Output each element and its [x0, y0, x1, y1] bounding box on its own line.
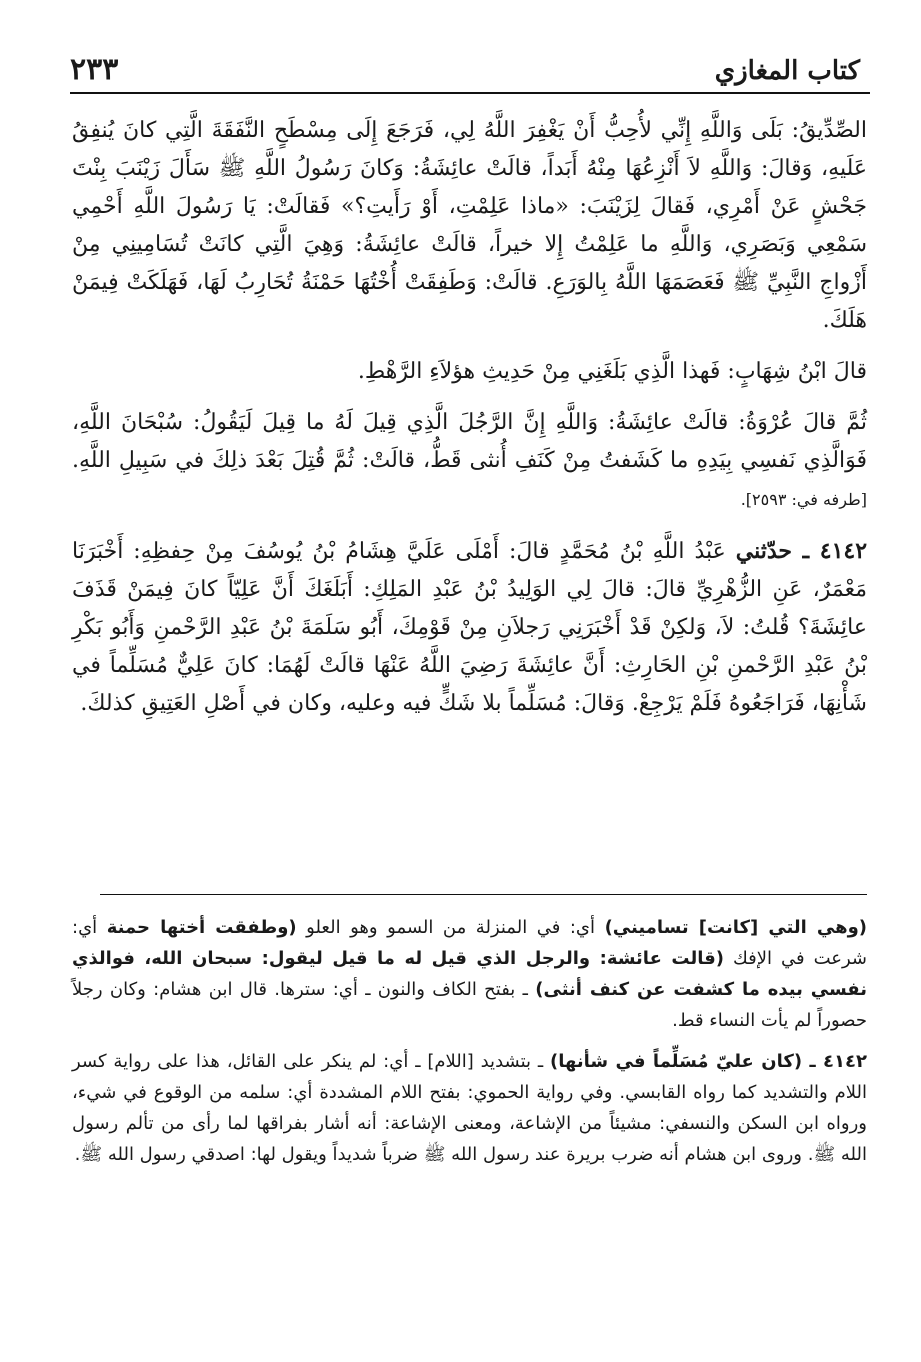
- note-1-lemma-3: (قالت عائشة: والرجل الذي قيل له ما قيل ليقول: سبحان الله، فوالذي نفسي بيده ما كشفت عن كنف أنثى): [72, 948, 867, 1000]
- book-title: كتاب المغازي: [714, 56, 860, 86]
- cross-reference: [طرفه في: ٢٥٩٣].: [740, 490, 867, 509]
- note-1-text-3: ـ بفتح الكاف والنون ـ أي: سترها. قال ابن هشام: وكان رجلاً حصوراً لم يأت النساء قط.: [72, 979, 867, 1031]
- paragraph-3-text: ثُمَّ قالَ عُرْوَةُ: قالَتْ عائِشَةُ: وَاللَّهِ إِنَّ الرَّجُلَ الَّذِي قِيلَ لَهُ ما قِيلَ لَيَقُولُ: سُبْحَانَ اللَّهِ، فَوَالَّذِي نَفسِي بِيَدِهِ ما كَشَفتُ مِنْ كَنَفِ أُنثى قَطُّ، قالَتْ: ثُمَّ قُتِلَ بَعْدَ ذلِكَ في سَبِيلِ اللَّهِ.: [72, 410, 867, 473]
- main-text: [72, 112, 867, 736]
- note-1-text-1: أي: في المنزلة من السمو وهو العلو: [296, 917, 605, 938]
- header-rule: [70, 92, 870, 94]
- paragraph-2: [72, 353, 867, 391]
- paragraph-4-text: عَبْدُ اللَّهِ بْنُ مُحَمَّدٍ قالَ: أَمْلَى عَلَيَّ هِشَامُ بْنُ يُوسُفَ مِنْ حِفظِهِ: أَخْبَرَنَا مَعْمَرٌ، عَنِ الزُّهْرِيِّ قالَ: قالَ لِي الوَلِيدُ بْنُ عَبْدِ المَلِكِ: أَبَلَغَكَ أَنَّ عَلِيّاً كانَ فِيمَنْ قَذَفَ عائِشَةَ؟ قُلتُ: لاَ، وَلكِنْ قَدْ أَخْبَرَنِي رَجلاَنِ مِنْ قَوْمِكَ، أَبُو سَلَمَةَ بْنُ عَبْدِ الرَّحْمنِ وَأَبُو بَكْرِ بْنُ عَبْدِ الرَّحْمنِ بْنِ الحَارِثِ: أَنَّ عائِشَةَ رَضِيَ اللَّهُ عَنْهَا قالَتْ لَهُمَا: كانَ عَلِيٌّ مُسَلِّماً في شَأْنِهَا، فَرَاجَعُوهُ فَلَمْ يَرْجِعْ. وَقالَ: مُسَلِّماً بلا شَكٍّ فيه وعليه، وكان في أَصْلِ العَتِيقِ كذلكَ.: [72, 539, 867, 716]
- note-1-lemma-1: (وهي التي [كانت] تساميني): [604, 917, 867, 938]
- note-2-text-1: ـ بتشديد [اللام] ـ أي: لم ينكر على القائل، هذا على رواية كسر اللام والتشديد كما رواه القابسي. وفي رواية الحموي: بفتح اللام المشددة أي: سلمه من الوقوع في شيء، ورواه ابن السكن والنسفي: مشيئاً من الإشاعة، ومعنى الإشاعة: أنه أشار بفراقها لما رأى من تألم رسول الله ﷺ. وروى ابن هشام أنه ضرب بريرة عند رسول الله ﷺ ضرباً شديداً ويقول لها: اصدقي رسول الله ﷺ.: [72, 1051, 867, 1165]
- footnote-rule: [100, 894, 867, 895]
- note-1: [72, 912, 867, 1036]
- paragraph-1: الصِّدِّيقُ: بَلَى وَاللَّهِ إِنِّي لأُحِبُّ أَنْ يَغْفِرَ اللَّهُ لِي، فَرَجَعَ إِلَى مِسْطَحٍ النَّفَقَةَ الَّتِي كانَ يُنفِقُ عَلَيهِ، وَقالَ: وَاللَّهِ لاَ أَنْزِعُهَا مِنْهُ أَبَداً، قالَتْ عائِشَةُ: وَكانَ رَسُولُ اللَّهِ ﷺ سَأَلَ زَيْنَبَ بِنْتَ جَحْشٍ عَنْ أَمْرِي، فَقالَ لِزَيْنَبَ: «ماذا عَلِمْتِ، أَوْ رَأَيتِ؟» فَقالَتْ: يَا رَسُولَ اللَّهِ أَحْمِي سَمْعِي وَبَصَرِي، وَاللَّهِ ما عَلِمْتُ إِلا خيراً، قالَتْ عائِشَةُ: وَهِيَ الَّتِي كانَتْ تُسَامِينِي مِنْ أَزْواجِ النَّبِيِّ ﷺ فَعَصَمَهَا اللَّهُ بِالوَرَعِ. قالَتْ: وَطَفِقَتْ أُخْتُهَا حَمْنَةُ تُحَارِبُ لَهَا، فَهَلَكَتْ فِيمَنْ هَلَكَ.: [72, 118, 867, 333]
- hadith-number: ٤١٤٢ ـ حدّثني: [735, 538, 868, 564]
- page-header: [70, 52, 860, 92]
- page-number: ٢٣٣: [70, 52, 119, 87]
- note-2: [72, 1046, 867, 1170]
- note-1-text-2: أي: شرعت في الإفك: [72, 917, 867, 969]
- commentary-notes: [72, 912, 867, 1180]
- paragraph-2-text: قالَ ابْنُ شِهَابٍ: فَهذا الَّذِي بَلَغَنِي مِنْ حَدِيثِ هؤلاَءِ الرَّهْطِ.: [357, 359, 867, 384]
- note-1-lemma-2: (وطفقت أختها حمنة: [106, 917, 297, 938]
- note-2-lemma-1: ٤١٤٢ ـ (كان عليّ مُسَلِّماً في شأنها): [550, 1051, 867, 1072]
- paragraph-4: [72, 532, 867, 723]
- paragraph-3: [72, 404, 867, 519]
